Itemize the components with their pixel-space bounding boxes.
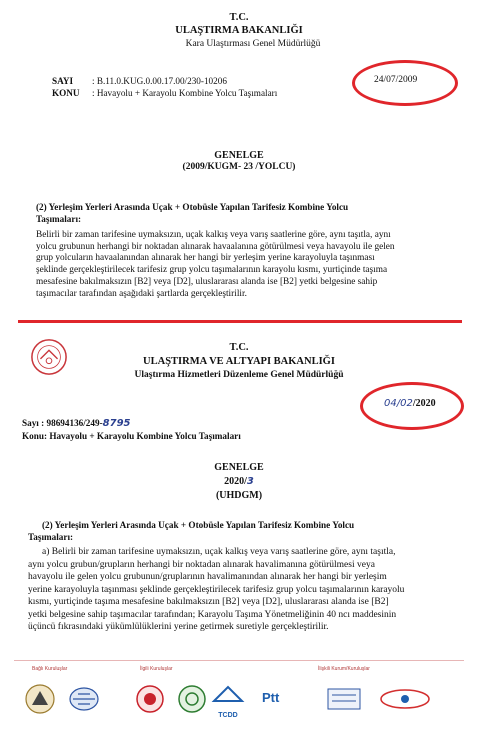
doc1-body-line: yolcu grubunun herhangi bir noktadan alınarak havaalanına götürülmesi veya havayolu ile gelen (36, 241, 395, 252)
doc1-konu-value: : Havayolu + Karayolu Kombine Yolcu Taşımaları (92, 88, 278, 98)
doc2-body (28, 546, 458, 634)
doc2-date-year: /2020 (412, 398, 436, 409)
doc2-number (0, 476, 478, 487)
doc1-body-line: Belirli bir zaman tarifesine uymaksızın, uçak kalkış veya varış saatlerine göre, aynı taşıtla, aynı (36, 230, 391, 240)
doc1-directorate: Kara Ulaştırması Genel Müdürlüğü (185, 39, 321, 49)
doc2-number-prefix: 2020/ (224, 476, 247, 487)
doc2-sayi (22, 418, 131, 430)
separator-line (18, 320, 462, 323)
dhmi-logo-icon (24, 683, 56, 715)
doc2-heading-line1: (2) Yerleşim Yerleri Arasında Uçak + Otobüsle Yapılan Tarifesiz Kombine Yolcu (42, 520, 355, 530)
doc1-heading-line1: (2) Yerleşim Yerleri Arasında Uçak + Otobüsle Yapılan Tarifesiz Kombine Yolcu (36, 202, 349, 212)
doc2-heading-line2: Taşımaları: (28, 531, 74, 542)
tcdd-logo (210, 683, 246, 717)
tcdd-label: TCDD (218, 712, 238, 719)
doc2-sayi-label: Sayı : 98694136/249- (22, 418, 103, 428)
doc2-section-heading (28, 520, 458, 543)
doc1-sayi-label: SAYI (52, 76, 74, 86)
turksat-logo-icon (378, 683, 432, 715)
doc1-tc: T.C. (229, 12, 249, 23)
kgm-logo-icon (68, 683, 100, 715)
doc1-subtitle: (2009/KUGM- 23 /YOLCU) (182, 162, 296, 172)
doc2-tc: T.C. (229, 342, 249, 353)
doc1-title: GENELGE (214, 150, 264, 161)
doc1-body-line: mesafesine bakılmaksızın [B2] veya [D2], uluslararası alanda ise [B2] yetki belgesine sahip (36, 276, 378, 287)
red-seal-logo-icon (134, 683, 166, 715)
kgm-building-logo-icon (322, 683, 366, 715)
doc2-ministry: ULAŞTIRMA VE ALTYAPI BAKANLIĞI (143, 356, 335, 367)
doc2-body-line: aynı yolcu grubun/grupların herhangi bir noktadan alınarak havalimanına götürülmesi veya (28, 559, 375, 570)
ptt-logo: Ptt (262, 690, 280, 705)
doc2-directorate: Ulaştırma Hizmetleri Düzenleme Genel Müdürlüğü (134, 370, 344, 380)
doc2-number-handwritten: 3 (246, 476, 254, 487)
doc2-date-handwritten: 04/02 (384, 398, 413, 409)
doc1-heading-line2: Taşımaları: (36, 213, 82, 224)
doc1-ministry: ULAŞTIRMA BAKANLIĞI (175, 25, 303, 36)
doc1-body (36, 230, 448, 300)
footer-section-affiliated: Bağlı Kuruluşlar (32, 666, 68, 672)
footer-section-associated: İlişkili Kurum/Kuruluşlar (318, 666, 370, 672)
tcdd-wing-icon (210, 683, 246, 707)
doc2-konu: Konu: Havayolu + Karayolu Kombine Yolcu Taşımaları (22, 431, 241, 441)
doc2-body-line: kısmı, yurtiçinde taşıma mesafesine bakılmaksızın [B2] veya [D2], uluslararası alanda ise [B2] (28, 597, 389, 607)
doc2-title: GENELGE (214, 462, 264, 473)
doc2-date (384, 398, 436, 409)
footer-rule (14, 660, 464, 661)
green-seal-logo-icon (176, 683, 208, 715)
footer-section-related: İlgili Kuruluşlar (140, 666, 173, 672)
doc2-body-line: yetki belgesine sahip taşımacılar tarafından; Karayolu Taşıma Yönetmeliğinin 40 ncı maddesinin (28, 609, 397, 620)
doc2-body-line: yerine karayoluyla taşınması şeklinde gerçekleştirilecek tarifesiz grup yolcu taşımalarının karayolu (28, 584, 405, 595)
doc2-body-line: havayolu ile gelen yolcu grubunun/gruplarının havalimanından alınarak her hangi bir yerleşim (28, 572, 387, 582)
doc1-konu-label: KONU (52, 88, 80, 98)
doc2-body-line: a) Belirli bir zaman tarifesine uymaksızın, uçak kalkış veya varış saatlerine göre, aynı taşıtla, (42, 547, 396, 557)
doc1-section-heading (36, 202, 446, 225)
doc1-sayi-value: : B.11.0.KUG.0.00.17.00/230-10206 (92, 76, 227, 86)
doc1-body-line: taşımacılar tarafından aşağıdaki şartlarda gerçekleştirilir. (36, 288, 247, 299)
doc2-unit: (UHDGM) (215, 490, 263, 501)
doc1-date: 24/07/2009 (374, 75, 418, 85)
doc1-body-line: şeklinde gerçekleştirilecek tarifesiz grup yolcu taşımalarının karayolu kısmı, yurtiçinde taşıma (36, 265, 388, 276)
doc2-body-line: üçüncü fıkrasındaki yükümlülüklerini yerine getirmek suretiyle gerçekleştirilir. (28, 622, 329, 632)
doc1-body-line: grup yolcuların havaalanından alınarak her hangi bir yerleşim yerine karayoluyla taşınması (36, 253, 375, 264)
doc2-sayi-handwritten: 8795 (102, 418, 131, 429)
